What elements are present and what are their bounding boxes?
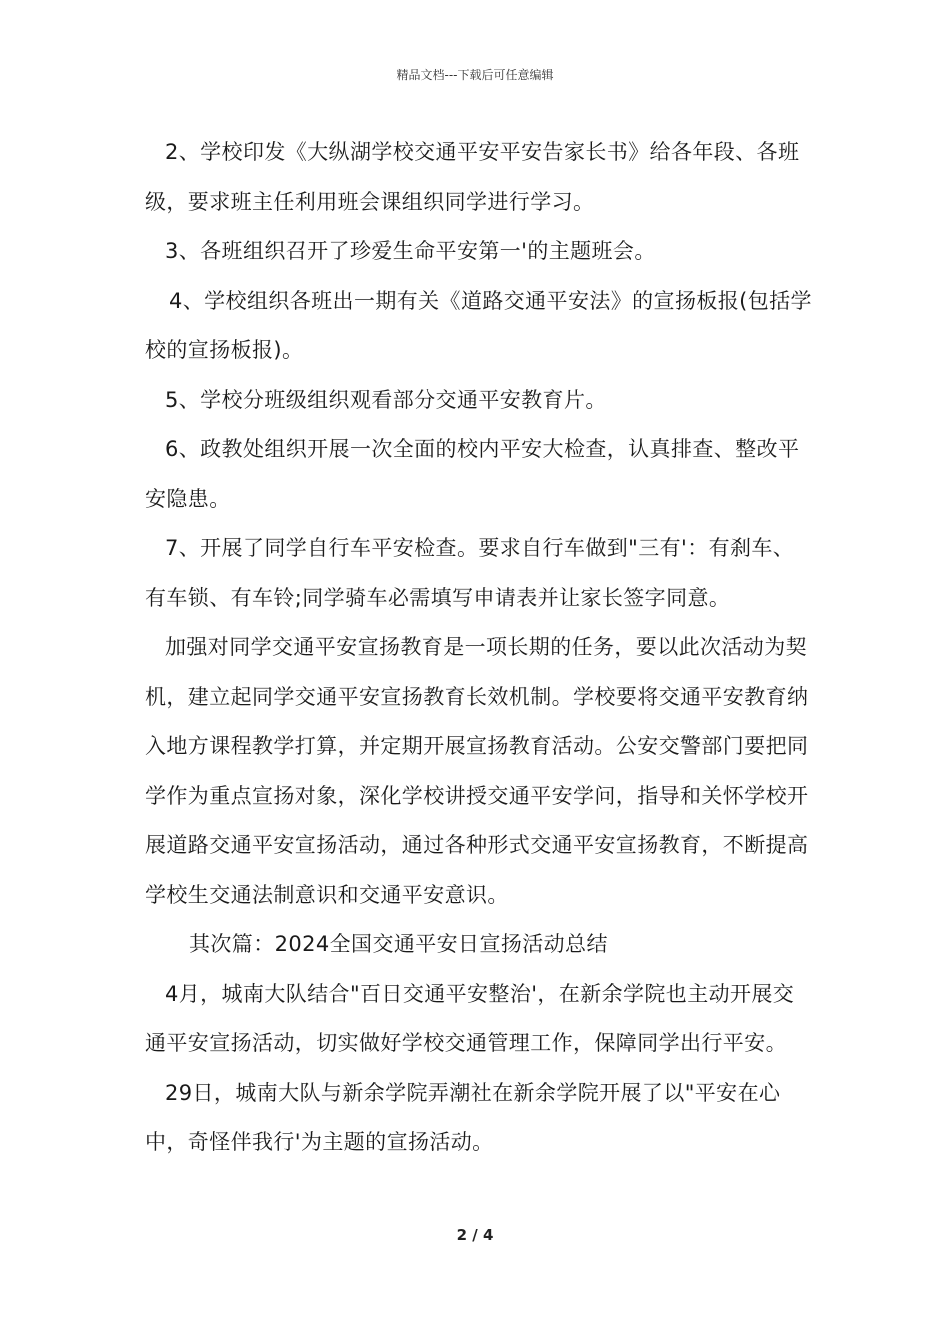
paragraph-item-4: 4、学校组织各班出一期有关《道路交通平安法》的宣扬板报(包括学校的宣扬板报)。: [145, 288, 812, 362]
paragraph-item-2: 2、学校印发《大纵湖学校交通平安平安告家长书》给各年段、各班级，要求班主任利用班会课组织同学进行学习。: [145, 140, 800, 214]
paragraph-summary: 加强对同学交通平安宣扬教育是一项长期的任务，要以此次活动为契机，建立起同学交通平安宣扬教育长效机制。学校要将交通平安教育纳入地方课程教学打算，并定期开展宣扬教育活动。公安交警部门要把同学作为重点宣扬对象，深化学校讲授交通平安学问，指导和关怀学校开展道路交通平安宣扬活动，通过各种形式交通平安宣扬教育，不断提高学校生交通法制意识和交通平安意识。: [145, 635, 809, 907]
page-number: 2 / 4: [456, 1226, 494, 1244]
page-header: 精品文档---下载后可任意编辑: [396, 68, 554, 82]
paragraph-29th: 29日，城南大队与新余学院弄潮社在新余学院开展了以"平安在心中，奇怪伴我行'为主题的宣扬活动。: [145, 1080, 781, 1154]
paragraph-item-7: 7、开展了同学自行车平安检查。要求自行车做到"三有'：有刹车、有车锁、有车铃;同学骑车必需填写申请表并让家长签字同意。: [145, 536, 795, 610]
paragraph-april: 4月，城南大队结合"百日交通平安整治'，在新余学院也主动开展交通平安宣扬活动，切实做好学校交通管理工作，保障同学出行平安。: [145, 981, 795, 1055]
paragraph-item-3: 3、各班组织召开了珍爱生命平安第一'的主题班会。: [165, 239, 656, 263]
paragraph-item-5: 5、学校分班级组织观看部分交通平安教育片。: [165, 387, 607, 412]
document-body: [145, 128, 815, 1168]
paragraph-item-6: 6、政教处组织开展一次全面的校内平安大检查，认真排查、整改平安隐患。: [145, 437, 800, 511]
section-heading: 其次篇：2024全国交通平安日宣扬活动总结: [189, 932, 608, 956]
